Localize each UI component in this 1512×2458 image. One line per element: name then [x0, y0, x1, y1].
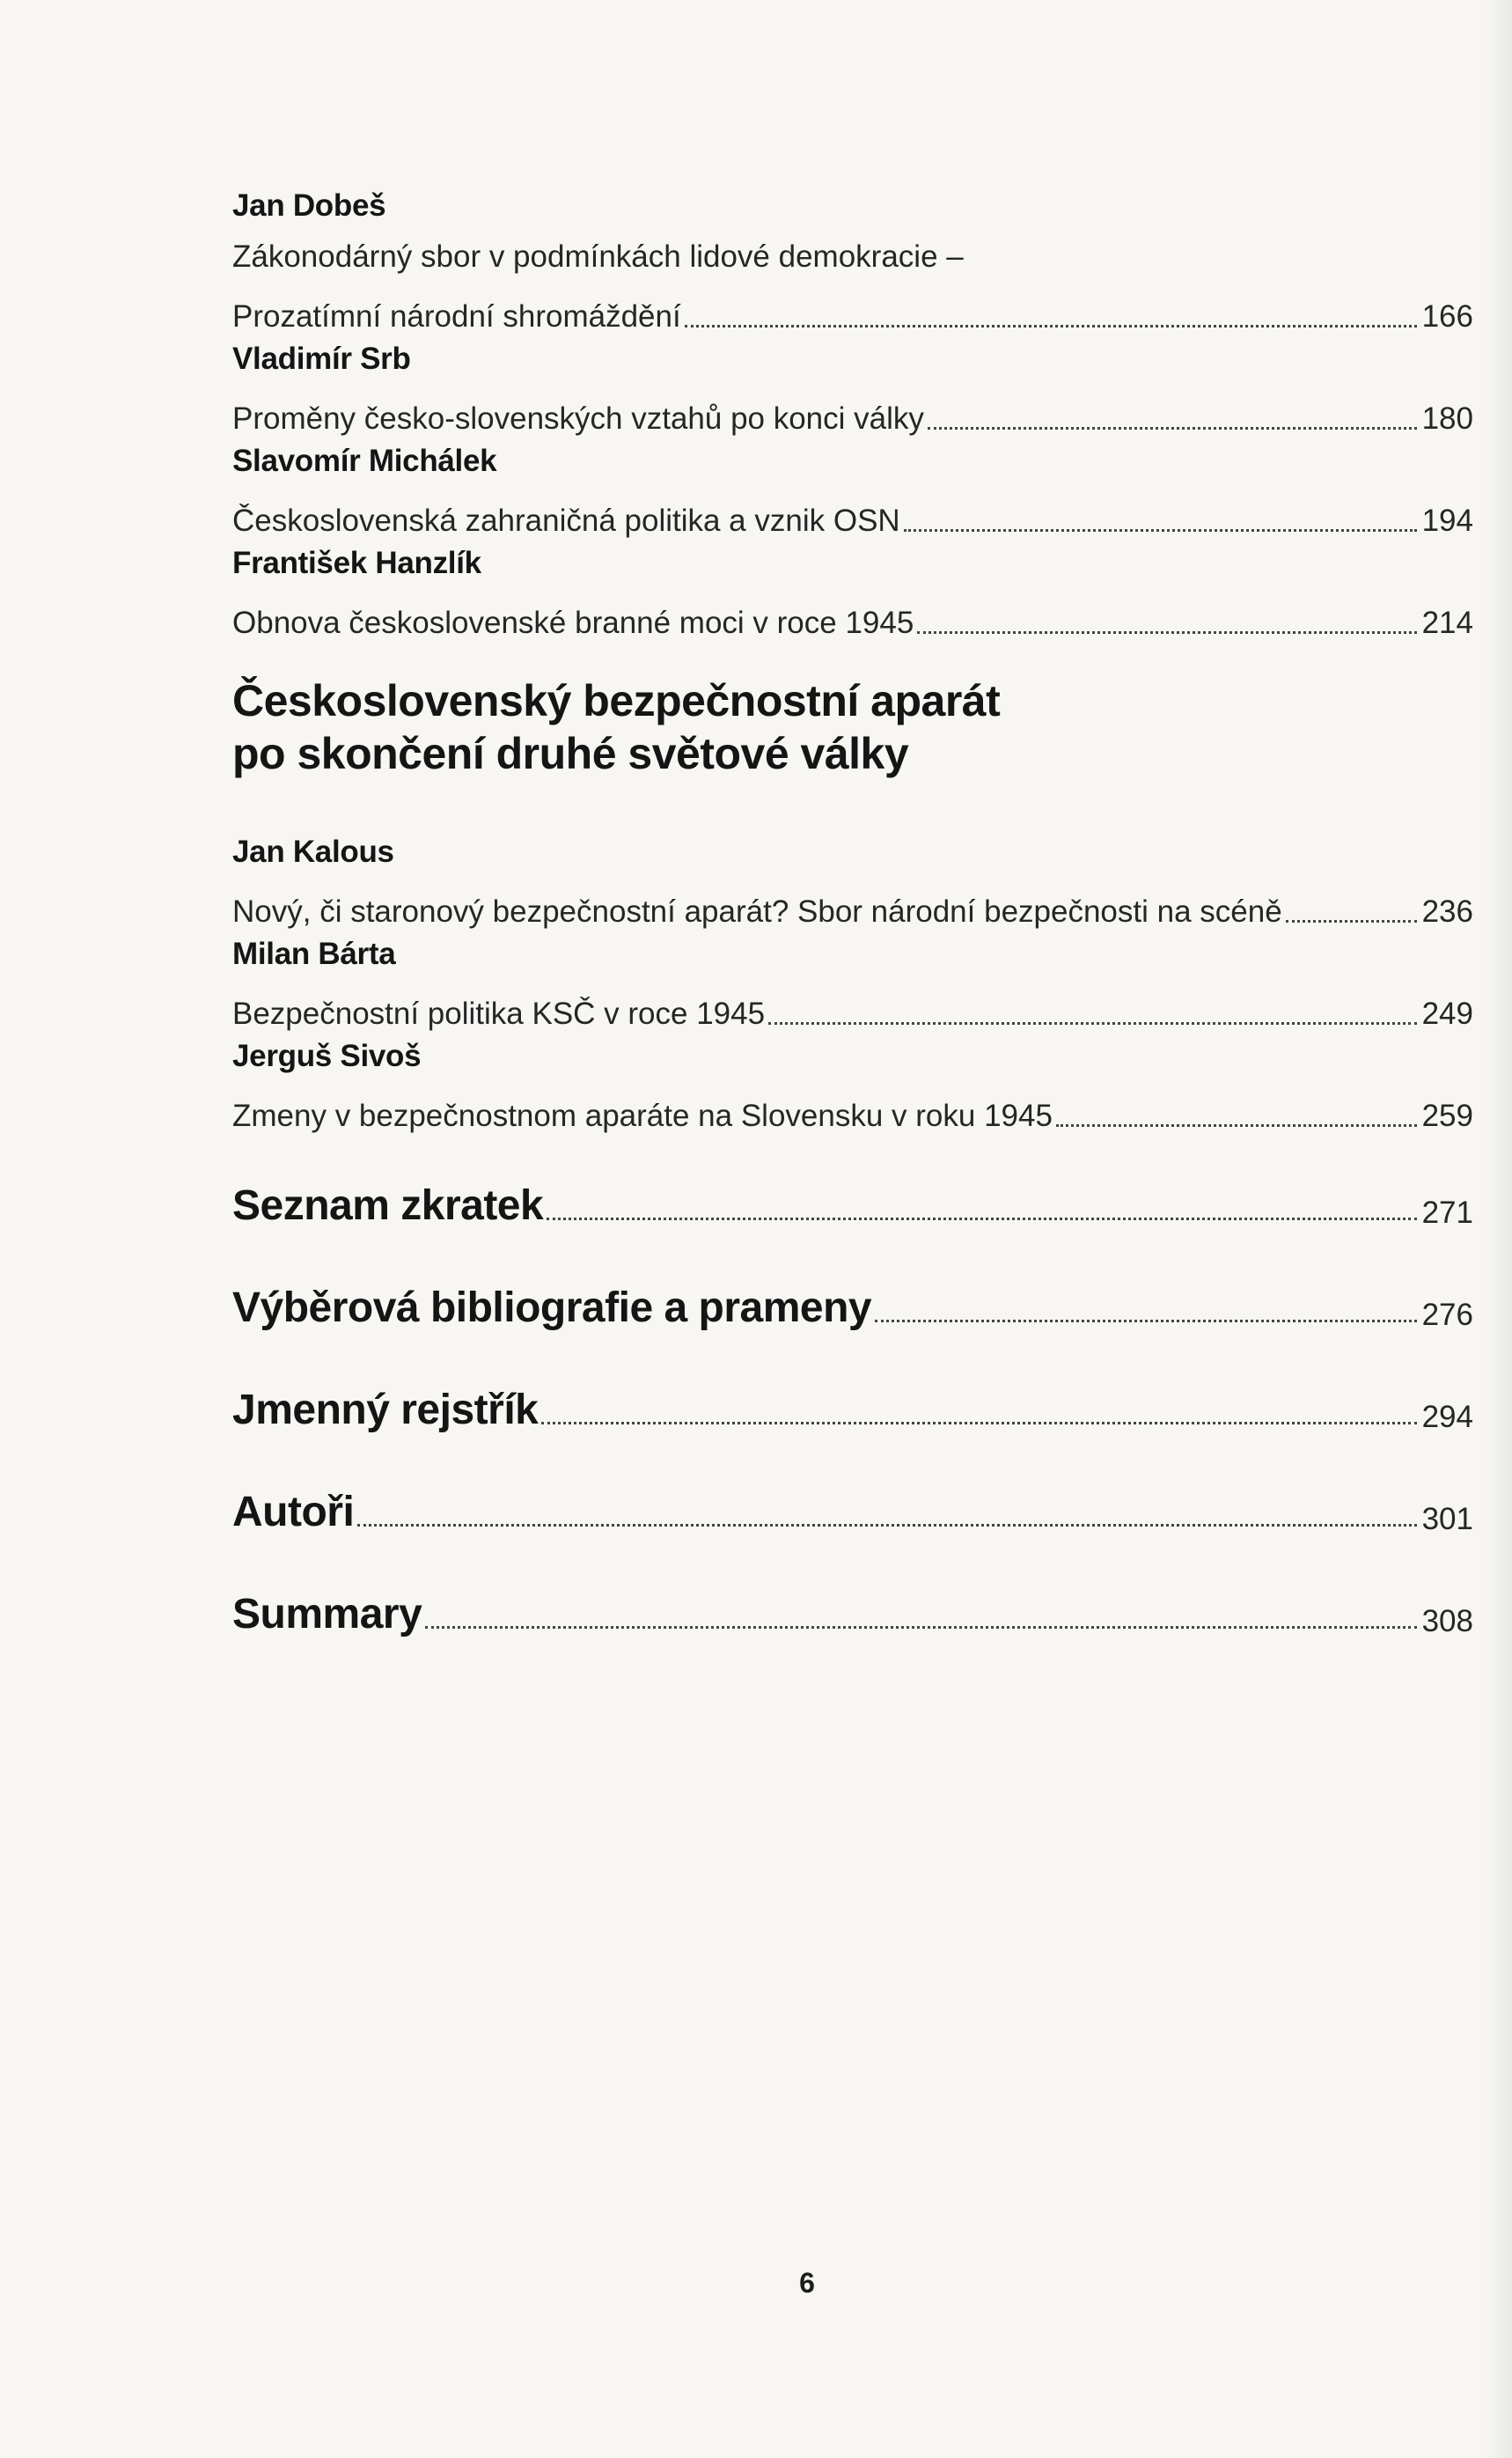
page-ref: 180	[1421, 401, 1473, 436]
author-name: Jan Kalous	[232, 835, 394, 869]
toc-entry[interactable]	[232, 491, 1473, 542]
author-name: Milan Bárta	[232, 937, 396, 971]
toc-entry-michalek	[232, 440, 1473, 542]
table-of-contents	[232, 185, 1473, 1682]
page-ref: 301	[1421, 1502, 1473, 1536]
page-edge	[1486, 0, 1512, 2458]
toc-entry[interactable]	[232, 593, 1473, 644]
entry-title-line: Zákonodárný sbor v podmínkách lidové demokracie –	[232, 239, 964, 274]
entry-title: Nový, či staronový bezpečnostní aparát? Sbor národní bezpečnosti na scéně	[232, 894, 1282, 929]
page-ref: 214	[1421, 606, 1473, 640]
entry-title: Zmeny v bezpečnostnom aparáte na Slovensku v roku 1945	[232, 1099, 1053, 1133]
dot-leader	[875, 1320, 1417, 1322]
entry-title: Obnova československé branné moci v roce 1945	[232, 606, 914, 640]
dot-leader	[928, 427, 1417, 430]
dot-leader	[357, 1524, 1416, 1527]
chapter-title: Seznam zkratek	[232, 1182, 544, 1229]
dot-leader	[917, 631, 1416, 634]
toc-entry[interactable]	[232, 389, 1473, 440]
section-heading	[232, 674, 1473, 780]
entry-title: Bezpečnostní politika KSČ v roce 1945	[232, 997, 766, 1031]
chapter-title: Summary	[232, 1591, 422, 1637]
toc-entry-barta	[232, 933, 1473, 1035]
chapter-entry[interactable]	[232, 1171, 1473, 1233]
author-name: František Hanzlík	[232, 546, 481, 580]
dot-leader	[541, 1422, 1416, 1424]
page-ref: 308	[1421, 1604, 1473, 1638]
entry-title: Československá zahraničná politika a vznik OSN	[232, 504, 900, 538]
toc-entry-sivos	[232, 1035, 1473, 1137]
author-name: Jerguš Sivoš	[232, 1039, 422, 1073]
dot-leader	[1286, 920, 1417, 923]
author-name: Slavomír Michálek	[232, 444, 497, 478]
page-ref: 249	[1421, 997, 1473, 1031]
dot-leader	[904, 529, 1417, 532]
toc-entry[interactable]	[232, 882, 1473, 933]
chapter-title: Výběrová bibliografie a prameny	[232, 1284, 872, 1331]
section-heading-line: Československý bezpečnostní aparát	[232, 676, 1001, 725]
toc-entry[interactable]	[232, 1086, 1473, 1137]
page-ref: 166	[1421, 299, 1473, 334]
page-ref: 194	[1421, 504, 1473, 538]
chapter-title: Autoři	[232, 1489, 355, 1535]
dot-leader	[1056, 1124, 1417, 1127]
toc-entry-hanzlik	[232, 542, 1473, 644]
author-name: Vladimír Srb	[232, 342, 411, 376]
dot-leader	[768, 1022, 1417, 1025]
entry-title: Proměny česko-slovenských vztahů po konci války	[232, 401, 924, 436]
chapter-entry[interactable]	[232, 1273, 1473, 1335]
toc-entry-kalous	[232, 831, 1473, 933]
spacer	[232, 1137, 1473, 1171]
author-name: Jan Dobeš	[232, 188, 386, 223]
toc-entry[interactable]	[232, 984, 1473, 1035]
page-ref: 271	[1421, 1196, 1473, 1230]
chapter-entry[interactable]	[232, 1477, 1473, 1539]
dot-leader	[425, 1626, 1416, 1629]
chapter-title: Jmenný rejstřík	[232, 1387, 539, 1433]
dot-leader	[685, 325, 1417, 327]
dot-leader	[547, 1218, 1416, 1220]
page-ref: 259	[1421, 1099, 1473, 1133]
chapter-entry[interactable]	[232, 1375, 1473, 1437]
toc-entry[interactable]	[232, 287, 1473, 338]
page-ref: 236	[1421, 894, 1473, 929]
entry-title: Prozatímní národní shromáždění	[232, 299, 681, 334]
page-number: 6	[799, 2267, 815, 2299]
chapter-entry[interactable]	[232, 1579, 1473, 1641]
page-ref: 276	[1421, 1298, 1473, 1332]
toc-entry-srb	[232, 338, 1473, 440]
page-ref: 294	[1421, 1400, 1473, 1434]
section-heading-line: po skončení druhé světové války	[232, 729, 909, 778]
toc-entry-dobes	[232, 185, 1473, 338]
